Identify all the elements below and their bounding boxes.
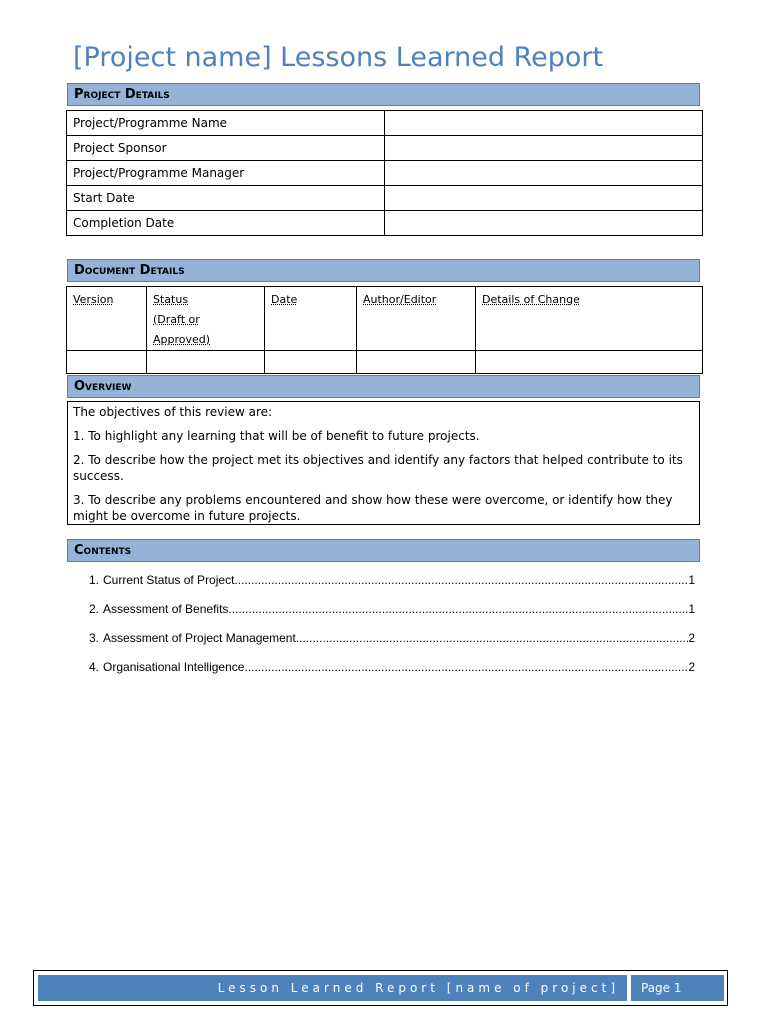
column-header-details: Details of Change bbox=[476, 287, 703, 351]
toc-leader bbox=[234, 573, 688, 587]
toc-item[interactable] bbox=[89, 631, 695, 660]
column-header-date: Date bbox=[265, 287, 357, 351]
author-cell[interactable] bbox=[357, 351, 476, 374]
toc-page: 1 bbox=[688, 573, 695, 587]
row-value[interactable] bbox=[385, 186, 703, 211]
toc-item[interactable] bbox=[89, 573, 695, 602]
page-footer bbox=[33, 970, 728, 1006]
column-header-status: Status (Draft or Approved) bbox=[147, 287, 265, 351]
toc-label: Assessment of Project Management bbox=[103, 631, 296, 645]
table-header-row bbox=[67, 287, 703, 351]
toc-number: 1. bbox=[89, 573, 100, 587]
row-value[interactable] bbox=[385, 136, 703, 161]
overview-paragraph: 1. To highlight any learning that will be of benefit to future projects. bbox=[73, 429, 480, 443]
overview-paragraph: 3. To describe any problems encountered and show how these were overcome, or identify how they might be overcome in future projects. bbox=[73, 493, 673, 523]
table-row bbox=[67, 186, 703, 211]
footer-page-number: Page 1 bbox=[631, 975, 724, 1001]
toc-label: Assessment of Benefits bbox=[103, 602, 229, 616]
row-label: Project/Programme Name bbox=[67, 111, 385, 136]
table-row bbox=[67, 111, 703, 136]
column-header-author: Author/Editor bbox=[357, 287, 476, 351]
table-of-contents bbox=[89, 573, 695, 689]
toc-leader bbox=[244, 660, 688, 674]
toc-leader bbox=[296, 631, 689, 645]
table-row bbox=[67, 136, 703, 161]
overview-paragraph: 2. To describe how the project met its objectives and identify any factors that helped contribute to its success. bbox=[73, 453, 683, 483]
document-details-table bbox=[66, 286, 703, 374]
status-cell[interactable] bbox=[147, 351, 265, 374]
toc-item[interactable] bbox=[89, 660, 695, 689]
toc-number: 2. bbox=[89, 602, 100, 616]
toc-number: 4. bbox=[89, 660, 100, 674]
contents-heading: Contents bbox=[67, 539, 700, 562]
project-details-heading: Project Details bbox=[67, 83, 700, 106]
toc-page: 2 bbox=[688, 660, 695, 674]
row-value[interactable] bbox=[385, 211, 703, 236]
row-label: Project Sponsor bbox=[67, 136, 385, 161]
toc-number: 3. bbox=[89, 631, 100, 645]
toc-leader bbox=[228, 602, 688, 616]
table-row bbox=[67, 161, 703, 186]
details-cell[interactable] bbox=[476, 351, 703, 374]
project-details-table bbox=[66, 110, 703, 236]
row-value[interactable] bbox=[385, 111, 703, 136]
document-title: [Project name] Lessons Learned Report bbox=[73, 42, 604, 73]
date-cell[interactable] bbox=[265, 351, 357, 374]
toc-label: Current Status of Project bbox=[103, 573, 235, 587]
row-label: Start Date bbox=[67, 186, 385, 211]
toc-item[interactable] bbox=[89, 602, 695, 631]
toc-page: 2 bbox=[688, 631, 695, 645]
overview-heading: Overview bbox=[67, 375, 700, 398]
column-header-version: Version bbox=[67, 287, 147, 351]
version-cell[interactable] bbox=[67, 351, 147, 374]
table-row bbox=[67, 351, 703, 374]
overview-box bbox=[67, 401, 700, 525]
toc-page: 1 bbox=[688, 602, 695, 616]
table-row bbox=[67, 211, 703, 236]
footer-title: Lesson Learned Report [name of project] bbox=[38, 975, 627, 1001]
row-value[interactable] bbox=[385, 161, 703, 186]
toc-label: Organisational Intelligence bbox=[103, 660, 245, 674]
document-details-heading: Document Details bbox=[67, 259, 700, 282]
row-label: Completion Date bbox=[67, 211, 385, 236]
row-label: Project/Programme Manager bbox=[67, 161, 385, 186]
overview-paragraph: The objectives of this review are: bbox=[73, 405, 273, 419]
